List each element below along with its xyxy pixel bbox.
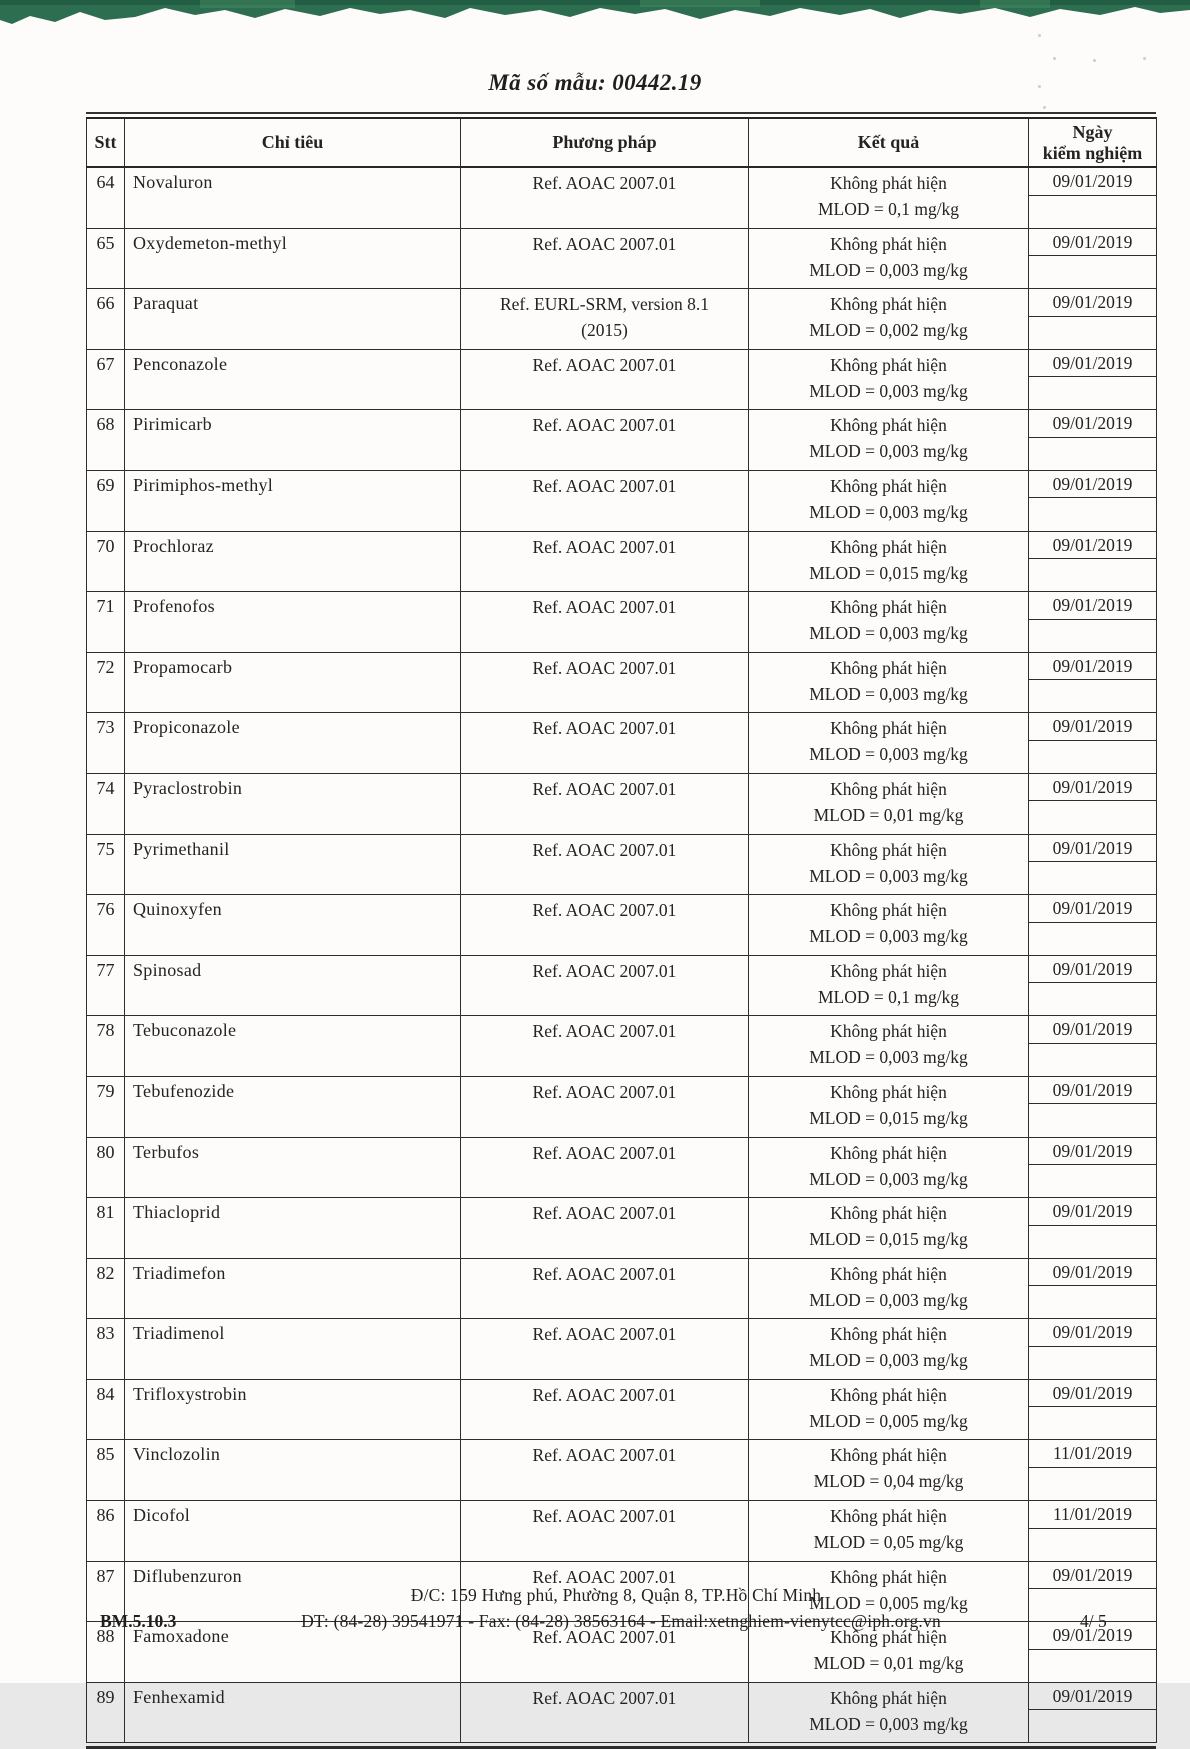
table-row <box>87 834 1157 895</box>
table-row <box>87 531 1157 592</box>
result-line1: Không phát hiện <box>830 1445 947 1466</box>
result-cell <box>749 1198 1029 1259</box>
row-number-cell: 67 <box>87 349 125 410</box>
method-line2: (2015) <box>581 320 628 341</box>
result-line2: MLOD = 0,1 mg/kg <box>817 199 960 219</box>
analyte-name-cell: Prochloraz <box>125 531 461 592</box>
analyte-name-cell: Triadimenol <box>125 1319 461 1380</box>
result-line2: MLOD = 0,003 mg/kg <box>809 683 968 704</box>
analyte-name-cell: Tebufenozide <box>125 1076 461 1137</box>
method-cell <box>461 1319 749 1380</box>
date-cell <box>1029 895 1157 956</box>
test-date: 09/01/2019 <box>1029 1077 1156 1105</box>
method-line1: Ref. AOAC 2007.01 <box>532 1142 677 1163</box>
result-line1: Không phát hiện <box>830 597 947 618</box>
result-line1: Không phát hiện <box>830 1384 947 1405</box>
test-date: 09/01/2019 <box>1029 410 1156 438</box>
result-line1: Không phát hiện <box>830 778 947 799</box>
analyte-name-cell: Quinoxyfen <box>125 895 461 956</box>
method-cell <box>461 1258 749 1319</box>
analyte-name-cell: Penconazole <box>125 349 461 410</box>
test-date: 09/01/2019 <box>1029 1319 1156 1347</box>
method-cell <box>461 1016 749 1077</box>
header-stt: Stt <box>87 118 125 167</box>
result-line1: Không phát hiện <box>830 354 947 375</box>
row-number-cell: 82 <box>87 1258 125 1319</box>
result-line2: MLOD = 0,005 mg/kg <box>809 1592 968 1613</box>
method-line1: Ref. AOAC 2007.01 <box>532 1687 677 1708</box>
method-line1: Ref. AOAC 2007.01 <box>532 415 677 436</box>
footer-address: Đ/C: 159 Hưng phú, Phường 8, Quận 8, TP.Hồ Chí Minh <box>410 1585 822 1605</box>
footer-form-code: BM.5.10.3 <box>100 1611 177 1631</box>
test-date: 09/01/2019 <box>1029 289 1156 317</box>
result-line2: MLOD = 0,003 mg/kg <box>809 1713 968 1734</box>
method-cell <box>461 1501 749 1562</box>
row-number-cell: 85 <box>87 1440 125 1501</box>
date-cell <box>1029 1016 1157 1077</box>
result-cell <box>749 531 1029 592</box>
method-line1: Ref. AOAC 2007.01 <box>532 536 677 557</box>
analyte-name-cell: Famoxadone <box>125 1622 461 1683</box>
table-row <box>87 713 1157 774</box>
test-date: 09/01/2019 <box>1029 895 1156 923</box>
result-line1: Không phát hiện <box>830 900 947 921</box>
row-number-cell: 86 <box>87 1501 125 1562</box>
method-line1: Ref. AOAC 2007.01 <box>532 718 677 739</box>
result-line1: Không phát hiện <box>830 1081 947 1102</box>
result-cell <box>749 228 1029 289</box>
method-line1: Ref. EURL-SRM, version 8.1 <box>499 294 710 315</box>
result-line1: Không phát hiện <box>830 1506 947 1527</box>
test-date: 09/01/2019 <box>1029 1562 1156 1590</box>
method-line1: Ref. AOAC 2007.01 <box>532 1081 677 1102</box>
method-cell <box>461 955 749 1016</box>
row-number-cell: 84 <box>87 1379 125 1440</box>
method-cell <box>461 1137 749 1198</box>
method-line1: Ref. AOAC 2007.01 <box>532 960 677 981</box>
row-number-cell: 69 <box>87 470 125 531</box>
date-cell <box>1029 1319 1157 1380</box>
footer-line2 <box>0 1611 1190 1635</box>
result-line2: MLOD = 0,003 mg/kg <box>809 380 968 401</box>
method-cell <box>461 1682 749 1743</box>
method-line1: Ref. AOAC 2007.01 <box>532 1384 677 1405</box>
method-line1: Ref. AOAC 2007.01 <box>532 1263 677 1284</box>
result-line2: MLOD = 0,015 mg/kg <box>809 562 968 583</box>
result-cell <box>749 1501 1029 1562</box>
result-line1: Không phát hiện <box>830 294 947 315</box>
result-cell <box>749 470 1029 531</box>
result-line1: Không phát hiện <box>830 173 947 193</box>
date-cell <box>1029 470 1157 531</box>
results-table-wrap <box>86 112 1156 1749</box>
method-line1: Ref. AOAC 2007.01 <box>532 839 677 860</box>
test-date: 09/01/2019 <box>1029 1683 1156 1711</box>
analyte-name-cell: Triadimefon <box>125 1258 461 1319</box>
result-line2: MLOD = 0,003 mg/kg <box>809 623 968 644</box>
method-cell <box>461 895 749 956</box>
result-line1: Không phát hiện <box>830 536 947 557</box>
result-line2: MLOD = 0,002 mg/kg <box>809 320 968 341</box>
method-cell <box>461 652 749 713</box>
result-line1: Không phát hiện <box>830 1324 947 1345</box>
analyte-name-cell: Terbufos <box>125 1137 461 1198</box>
result-cell <box>749 1319 1029 1380</box>
method-cell <box>461 531 749 592</box>
result-cell <box>749 1076 1029 1137</box>
table-row <box>87 228 1157 289</box>
table-row <box>87 1440 1157 1501</box>
results-table <box>86 117 1157 1743</box>
analyte-name-cell: Pyraclostrobin <box>125 773 461 834</box>
table-row <box>87 1258 1157 1319</box>
test-date: 09/01/2019 <box>1029 653 1156 681</box>
result-line2: MLOD = 0,003 mg/kg <box>809 1047 968 1068</box>
table-row <box>87 289 1157 350</box>
result-line2: MLOD = 0,015 mg/kg <box>809 1229 968 1250</box>
test-date: 09/01/2019 <box>1029 713 1156 741</box>
analyte-name-cell: Trifloxystrobin <box>125 1379 461 1440</box>
date-cell <box>1029 1076 1157 1137</box>
table-row <box>87 349 1157 410</box>
table-row <box>87 1137 1157 1198</box>
method-cell <box>461 410 749 471</box>
method-line1: Ref. AOAC 2007.01 <box>532 1324 677 1345</box>
method-line1: Ref. AOAC 2007.01 <box>532 778 677 799</box>
table-row <box>87 470 1157 531</box>
result-line1: Không phát hiện <box>830 1566 947 1587</box>
method-cell <box>461 1076 749 1137</box>
analyte-name-cell: Paraquat <box>125 289 461 350</box>
date-cell <box>1029 592 1157 653</box>
analyte-name-cell: Thiacloprid <box>125 1198 461 1259</box>
row-number-cell: 71 <box>87 592 125 653</box>
row-number-cell: 64 <box>87 167 125 228</box>
row-number-cell: 87 <box>87 1561 125 1622</box>
test-date: 09/01/2019 <box>1029 956 1156 984</box>
result-line2: MLOD = 0,003 mg/kg <box>809 744 968 765</box>
test-date: 09/01/2019 <box>1029 471 1156 499</box>
row-number-cell: 88 <box>87 1622 125 1683</box>
test-date: 09/01/2019 <box>1029 774 1156 802</box>
header-ngay-line2: kiểm nghiệm <box>1042 142 1143 163</box>
header-ngay-kiem-nghiem <box>1029 118 1157 167</box>
result-line2: MLOD = 0,015 mg/kg <box>809 1107 968 1128</box>
test-date: 09/01/2019 <box>1029 1016 1156 1044</box>
result-line2: MLOD = 0,04 mg/kg <box>813 1471 964 1492</box>
analyte-name-cell: Pyrimethanil <box>125 834 461 895</box>
result-line1: Không phát hiện <box>830 839 947 860</box>
test-date: 09/01/2019 <box>1029 1622 1156 1650</box>
header-ket-qua: Kết quả <box>749 118 1029 167</box>
result-line1: Không phát hiện <box>830 233 947 254</box>
test-date: 11/01/2019 <box>1029 1501 1156 1529</box>
table-row <box>87 1076 1157 1137</box>
test-date: 09/01/2019 <box>1029 592 1156 620</box>
table-row <box>87 167 1157 228</box>
test-date: 11/01/2019 <box>1029 1440 1156 1468</box>
row-number-cell: 78 <box>87 1016 125 1077</box>
test-date: 09/01/2019 <box>1029 1138 1156 1166</box>
row-number-cell: 80 <box>87 1137 125 1198</box>
date-cell <box>1029 289 1157 350</box>
result-line1: Không phát hiện <box>830 1142 947 1163</box>
row-number-cell: 73 <box>87 713 125 774</box>
method-line1: Ref. AOAC 2007.01 <box>532 1021 677 1042</box>
analyte-name-cell: Diflubenzuron <box>125 1561 461 1622</box>
result-cell <box>749 289 1029 350</box>
table-row <box>87 410 1157 471</box>
result-cell <box>749 167 1029 228</box>
method-cell <box>461 1198 749 1259</box>
result-line1: Không phát hiện <box>830 1203 947 1224</box>
table-row <box>87 773 1157 834</box>
result-line2: MLOD = 0,003 mg/kg <box>809 259 968 280</box>
test-date: 09/01/2019 <box>1029 168 1156 196</box>
method-cell <box>461 1379 749 1440</box>
row-number-cell: 66 <box>87 289 125 350</box>
result-cell <box>749 1440 1029 1501</box>
result-cell <box>749 895 1029 956</box>
result-cell <box>749 773 1029 834</box>
result-cell <box>749 713 1029 774</box>
result-line2: MLOD = 0,003 mg/kg <box>809 1289 968 1310</box>
date-cell <box>1029 1682 1157 1743</box>
table-row <box>87 1501 1157 1562</box>
result-cell <box>749 410 1029 471</box>
date-cell <box>1029 410 1157 471</box>
row-number-cell: 89 <box>87 1682 125 1743</box>
result-line2: MLOD = 0,1 mg/kg <box>817 986 960 1007</box>
row-number-cell: 81 <box>87 1198 125 1259</box>
result-line1: Không phát hiện <box>830 657 947 678</box>
result-line2: MLOD = 0,01 mg/kg <box>813 1653 964 1674</box>
result-line2: MLOD = 0,05 mg/kg <box>813 1532 964 1553</box>
method-line1: Ref. AOAC 2007.01 <box>532 1203 677 1224</box>
result-line1: Không phát hiện <box>830 718 947 739</box>
analyte-name-cell: Spinosad <box>125 955 461 1016</box>
method-line1: Ref. AOAC 2007.01 <box>532 475 677 496</box>
method-cell <box>461 713 749 774</box>
result-line2: MLOD = 0,003 mg/kg <box>809 1168 968 1189</box>
result-cell <box>749 1137 1029 1198</box>
result-cell <box>749 1379 1029 1440</box>
analyte-name-cell: Profenofos <box>125 592 461 653</box>
row-number-cell: 76 <box>87 895 125 956</box>
row-number-cell: 83 <box>87 1319 125 1380</box>
date-cell <box>1029 349 1157 410</box>
method-line1: Ref. AOAC 2007.01 <box>532 173 677 193</box>
results-table-header <box>87 118 1157 167</box>
header-chi-tieu: Chỉ tiêu <box>125 118 461 167</box>
date-cell <box>1029 167 1157 228</box>
table-row <box>87 1198 1157 1259</box>
method-line1: Ref. AOAC 2007.01 <box>532 1566 677 1587</box>
result-line1: Không phát hiện <box>830 415 947 436</box>
result-line2: MLOD = 0,01 mg/kg <box>813 804 964 825</box>
method-cell <box>461 167 749 228</box>
analyte-name-cell: Vinclozolin <box>125 1440 461 1501</box>
result-cell <box>749 1682 1029 1743</box>
method-cell <box>461 228 749 289</box>
table-row <box>87 1016 1157 1077</box>
row-number-cell: 65 <box>87 228 125 289</box>
method-cell <box>461 289 749 350</box>
method-line1: Ref. AOAC 2007.01 <box>532 233 677 254</box>
method-line1: Ref. AOAC 2007.01 <box>532 354 677 375</box>
result-line2: MLOD = 0,003 mg/kg <box>809 501 968 522</box>
date-cell <box>1029 228 1157 289</box>
result-cell <box>749 349 1029 410</box>
method-cell <box>461 349 749 410</box>
result-line2: MLOD = 0,005 mg/kg <box>809 1410 968 1431</box>
method-cell <box>461 834 749 895</box>
result-cell <box>749 1016 1029 1077</box>
scanner-edge-artifact <box>0 0 1190 30</box>
date-cell <box>1029 834 1157 895</box>
table-row <box>87 1319 1157 1380</box>
analyte-name-cell: Dicofol <box>125 1501 461 1562</box>
test-date: 09/01/2019 <box>1029 229 1156 257</box>
footer-page-number: 4/ 5 <box>1080 1611 1107 1631</box>
test-date: 09/01/2019 <box>1029 835 1156 863</box>
result-cell <box>749 834 1029 895</box>
row-number-cell: 68 <box>87 410 125 471</box>
date-cell <box>1029 1198 1157 1259</box>
row-number-cell: 75 <box>87 834 125 895</box>
date-cell <box>1029 773 1157 834</box>
method-line1: Ref. AOAC 2007.01 <box>532 1445 677 1466</box>
result-cell <box>749 1258 1029 1319</box>
results-table-body <box>87 167 1157 1743</box>
analyte-name-cell: Tebuconazole <box>125 1016 461 1077</box>
result-line2: MLOD = 0,003 mg/kg <box>809 865 968 886</box>
table-row <box>87 895 1157 956</box>
row-number-cell: 74 <box>87 773 125 834</box>
analyte-name-cell: Pirimiphos-methyl <box>125 470 461 531</box>
header-ngay-line1: Ngày <box>1072 121 1113 142</box>
date-cell <box>1029 955 1157 1016</box>
date-cell <box>1029 1137 1157 1198</box>
footer-contact: ĐT: (84-28) 39541971 - Fax: (84-28) 38563164 - Email:xetnghiem-vienytcc@iph.org.vn <box>301 1611 941 1631</box>
method-cell <box>461 470 749 531</box>
analyte-name-cell: Pirimicarb <box>125 410 461 471</box>
method-cell <box>461 1440 749 1501</box>
result-cell <box>749 592 1029 653</box>
table-row <box>87 955 1157 1016</box>
sample-code-title: Mã số mẫu: 00442.19 <box>488 70 702 95</box>
row-number-cell: 77 <box>87 955 125 1016</box>
method-line1: Ref. AOAC 2007.01 <box>532 900 677 921</box>
method-cell <box>461 773 749 834</box>
test-date: 09/01/2019 <box>1029 532 1156 560</box>
method-line1: Ref. AOAC 2007.01 <box>532 597 677 618</box>
result-line2: MLOD = 0,003 mg/kg <box>809 441 968 462</box>
result-line1: Không phát hiện <box>830 1021 947 1042</box>
table-row <box>87 1682 1157 1743</box>
test-date: 09/01/2019 <box>1029 350 1156 378</box>
analyte-name-cell: Oxydemeton-methyl <box>125 228 461 289</box>
result-line2: MLOD = 0,003 mg/kg <box>809 926 968 947</box>
test-date: 09/01/2019 <box>1029 1380 1156 1408</box>
test-date: 09/01/2019 <box>1029 1259 1156 1287</box>
table-row <box>87 592 1157 653</box>
result-line2: MLOD = 0,003 mg/kg <box>809 1350 968 1371</box>
date-cell <box>1029 713 1157 774</box>
date-cell <box>1029 1379 1157 1440</box>
row-number-cell: 72 <box>87 652 125 713</box>
result-line1: Không phát hiện <box>830 475 947 496</box>
row-number-cell: 79 <box>87 1076 125 1137</box>
table-row <box>87 1379 1157 1440</box>
method-line1: Ref. AOAC 2007.01 <box>532 1506 677 1527</box>
date-cell <box>1029 531 1157 592</box>
method-line1: Ref. AOAC 2007.01 <box>532 1627 677 1648</box>
date-cell <box>1029 1258 1157 1319</box>
result-line1: Không phát hiện <box>830 960 947 981</box>
method-cell <box>461 592 749 653</box>
header-phuong-phap: Phương pháp <box>461 118 749 167</box>
date-cell <box>1029 1501 1157 1562</box>
date-cell <box>1029 1440 1157 1501</box>
result-cell <box>749 652 1029 713</box>
table-row <box>87 652 1157 713</box>
analyte-name-cell: Propiconazole <box>125 713 461 774</box>
method-line1: Ref. AOAC 2007.01 <box>532 657 677 678</box>
result-line1: Không phát hiện <box>830 1627 947 1648</box>
row-number-cell: 70 <box>87 531 125 592</box>
analyte-name-cell: Novaluron <box>125 167 461 228</box>
date-cell <box>1029 652 1157 713</box>
result-line1: Không phát hiện <box>830 1263 947 1284</box>
result-cell <box>749 955 1029 1016</box>
analyte-name-cell: Propamocarb <box>125 652 461 713</box>
test-date: 09/01/2019 <box>1029 1198 1156 1226</box>
result-line1: Không phát hiện <box>830 1687 947 1708</box>
analyte-name-cell: Fenhexamid <box>125 1682 461 1743</box>
